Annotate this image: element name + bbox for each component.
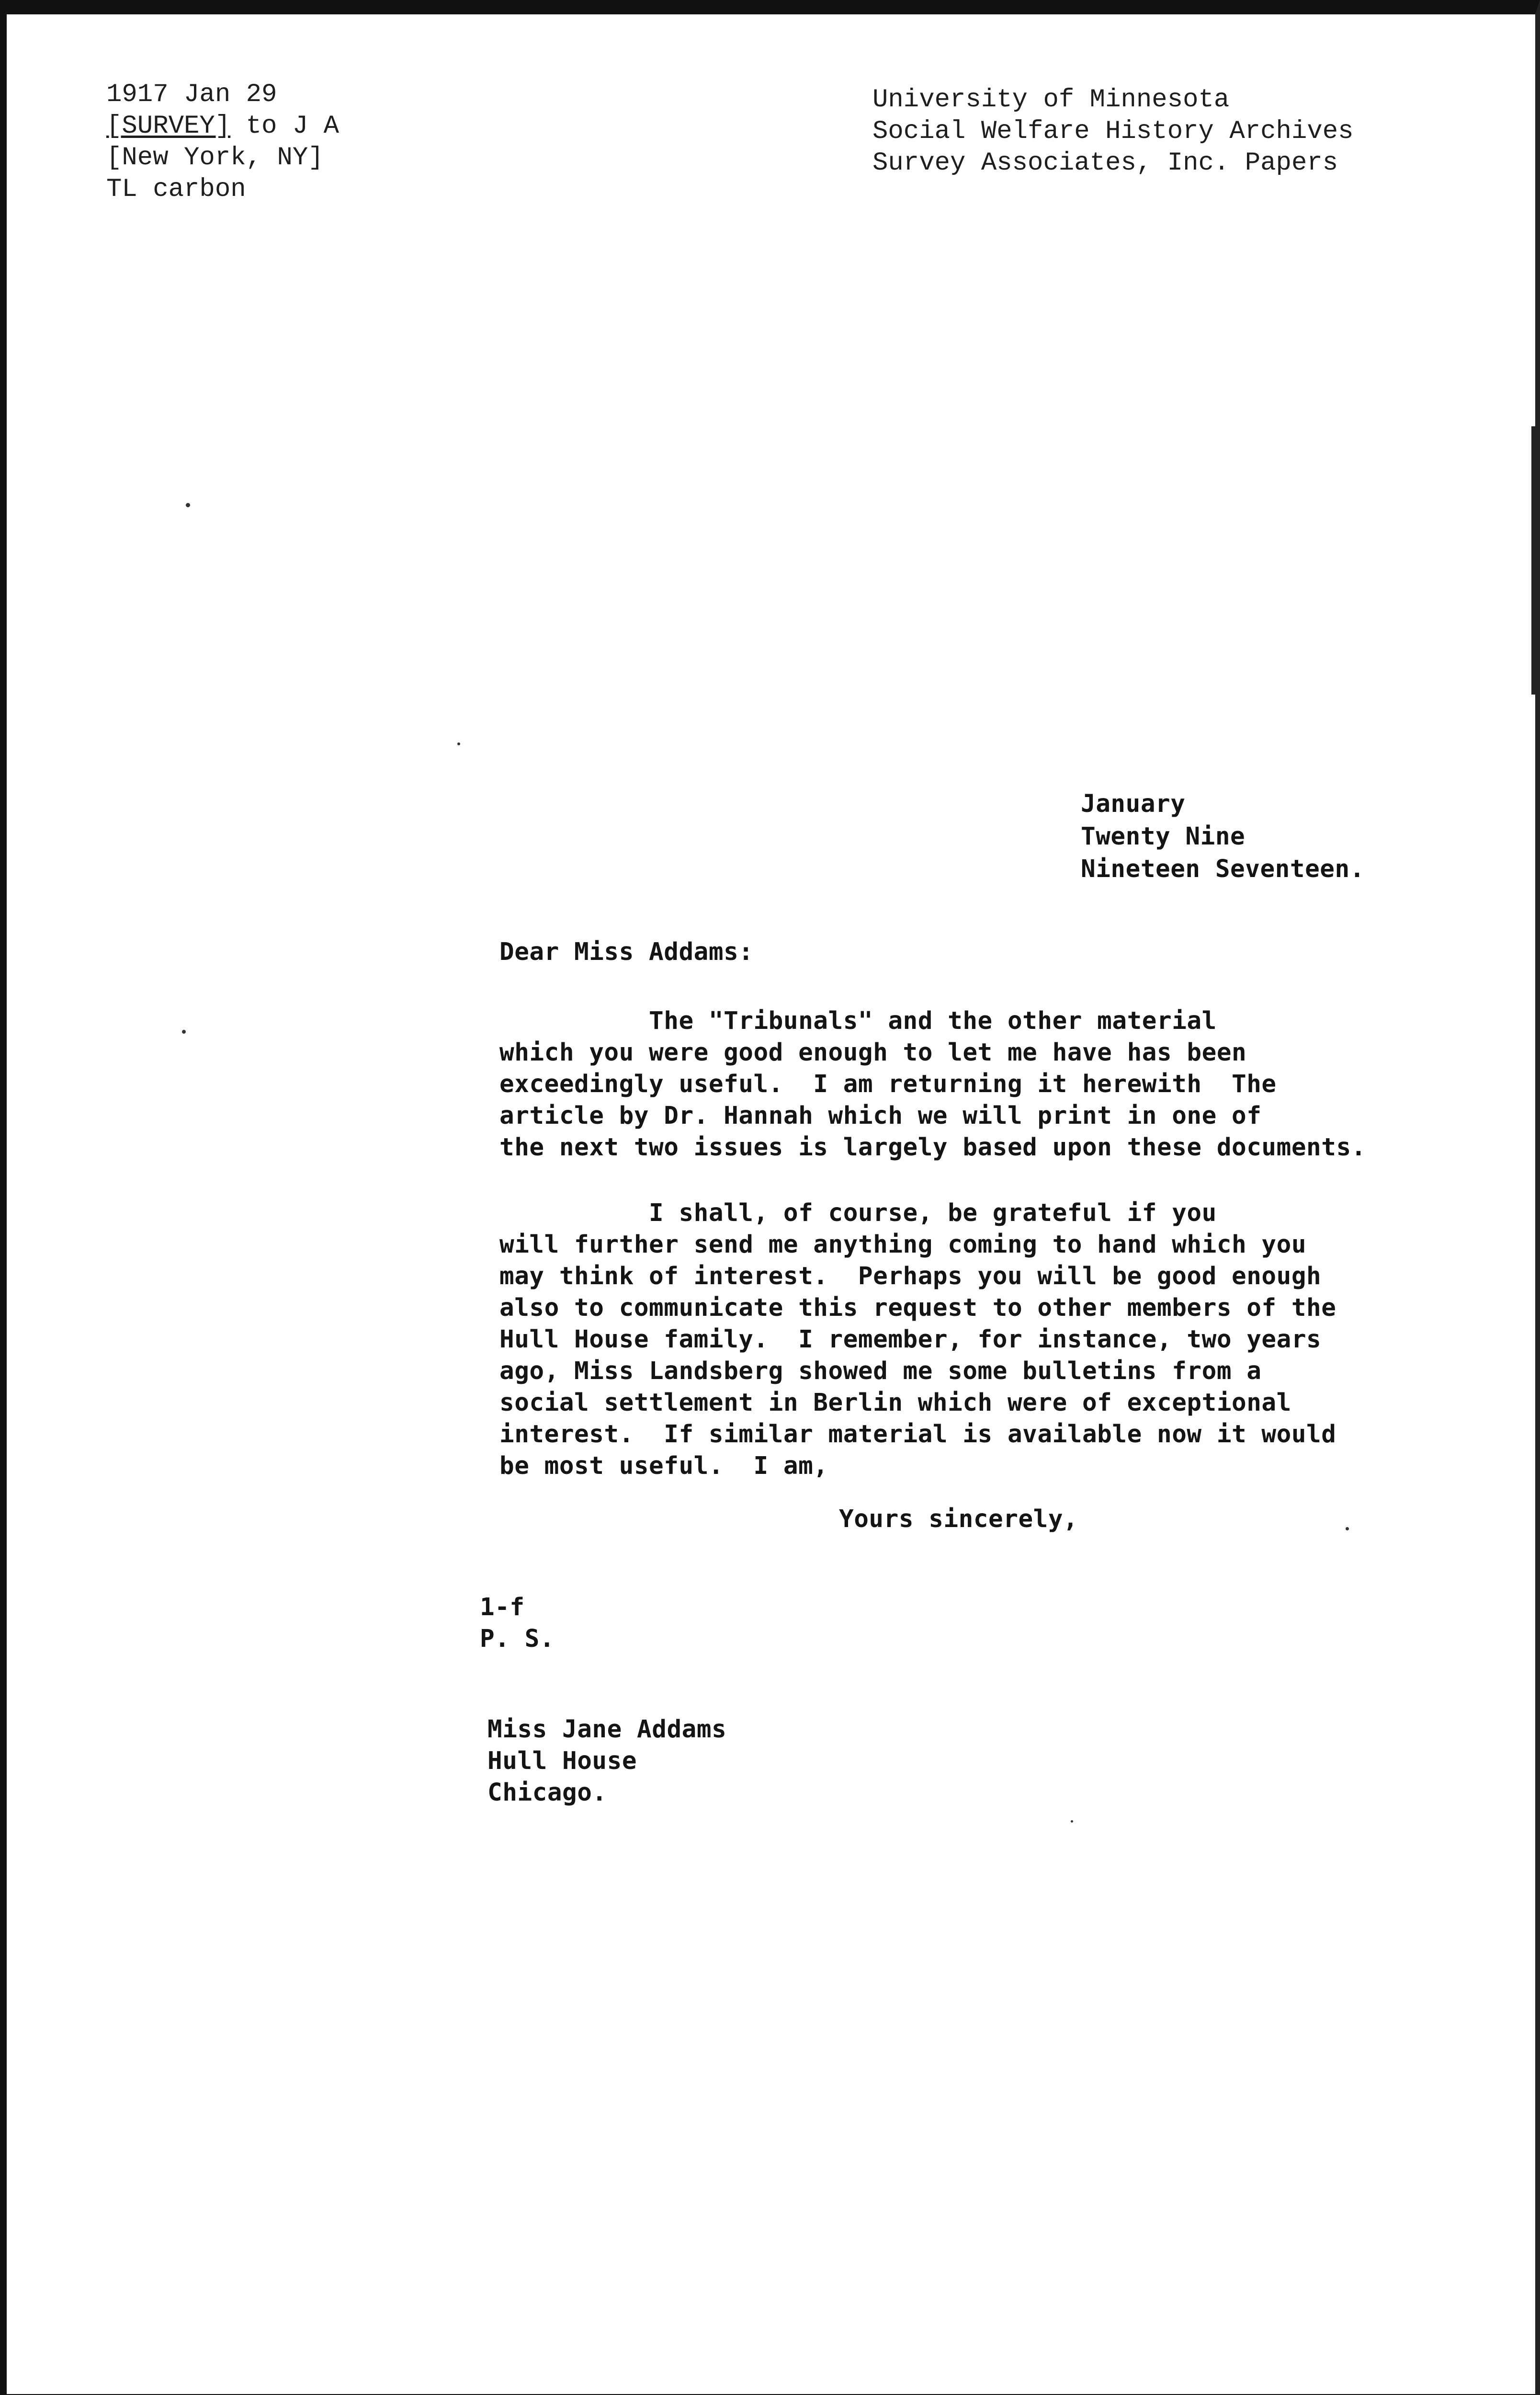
scan-speck xyxy=(1071,1820,1073,1823)
paragraph-line: be most useful. I am, xyxy=(499,1452,828,1480)
initials-line: P. S. xyxy=(480,1625,555,1653)
catalog-sender-recipient xyxy=(106,111,339,142)
salutation: Dear Miss Addams: xyxy=(499,938,754,966)
paragraph-line: interest. If similar material is available now it would xyxy=(499,1420,1336,1448)
address-line: Hull House xyxy=(487,1747,637,1775)
paragraph-line: Hull House family. I remember, for instance, two years xyxy=(499,1325,1322,1354)
recipient-address xyxy=(487,1714,726,1809)
letter-date-line: January xyxy=(1081,790,1186,818)
letter-date-line: Nineteen Seventeen. xyxy=(1081,855,1365,883)
letter-date xyxy=(1081,788,1365,886)
paragraph-line: social settlement in Berlin which were of exceptional xyxy=(499,1389,1291,1417)
paragraph-line: the next two issues is largely based upon these documents. xyxy=(499,1133,1366,1162)
letter-date-line: Twenty Nine xyxy=(1081,822,1246,851)
scan-speck xyxy=(186,503,190,507)
catalog-header xyxy=(106,79,339,205)
catalog-recipient: to J A xyxy=(230,112,340,141)
catalog-date: 1917 Jan 29 xyxy=(106,80,277,109)
scan-speck xyxy=(1346,1527,1349,1530)
initials-line: 1-f xyxy=(480,1593,525,1621)
catalog-type: TL carbon xyxy=(106,175,246,204)
catalog-sender: [SURVEY] xyxy=(106,112,231,141)
closing: Yours sincerely, xyxy=(839,1505,1078,1533)
archive-header xyxy=(872,84,1354,179)
scan-edge-mark xyxy=(1531,426,1535,695)
paragraph-line: exceedingly useful. I am returning it herewith The xyxy=(499,1070,1277,1098)
paragraph-line: article by Dr. Hannah which we will print in one of xyxy=(499,1102,1262,1130)
paragraph-line: may think of interest. Perhaps you will be good enough xyxy=(499,1262,1322,1290)
scan-speck xyxy=(182,1030,186,1034)
address-line: Miss Jane Addams xyxy=(487,1715,727,1744)
paragraph-2 xyxy=(499,1198,1336,1482)
scan-speck xyxy=(457,742,460,745)
archive-line-2: Social Welfare History Archives xyxy=(872,117,1354,146)
paragraph-line: will further send me anything coming to hand which you xyxy=(499,1231,1307,1259)
paragraph-line: which you were good enough to let me have has been xyxy=(499,1038,1247,1067)
catalog-place: [New York, NY] xyxy=(106,143,324,172)
paragraph-1 xyxy=(499,1005,1366,1163)
archive-line-1: University of Minnesota xyxy=(872,85,1230,114)
typist-initials xyxy=(480,1592,555,1655)
paragraph-line: The "Tribunals" and the other material xyxy=(499,1007,1217,1035)
paragraph-line: ago, Miss Landsberg showed me some bulletins from a xyxy=(499,1357,1262,1385)
address-line: Chicago. xyxy=(487,1779,607,1807)
paragraph-line: I shall, of course, be grateful if you xyxy=(499,1199,1217,1227)
archive-line-3: Survey Associates, Inc. Papers xyxy=(872,148,1338,178)
paragraph-line: also to communicate this request to other members of the xyxy=(499,1294,1336,1322)
